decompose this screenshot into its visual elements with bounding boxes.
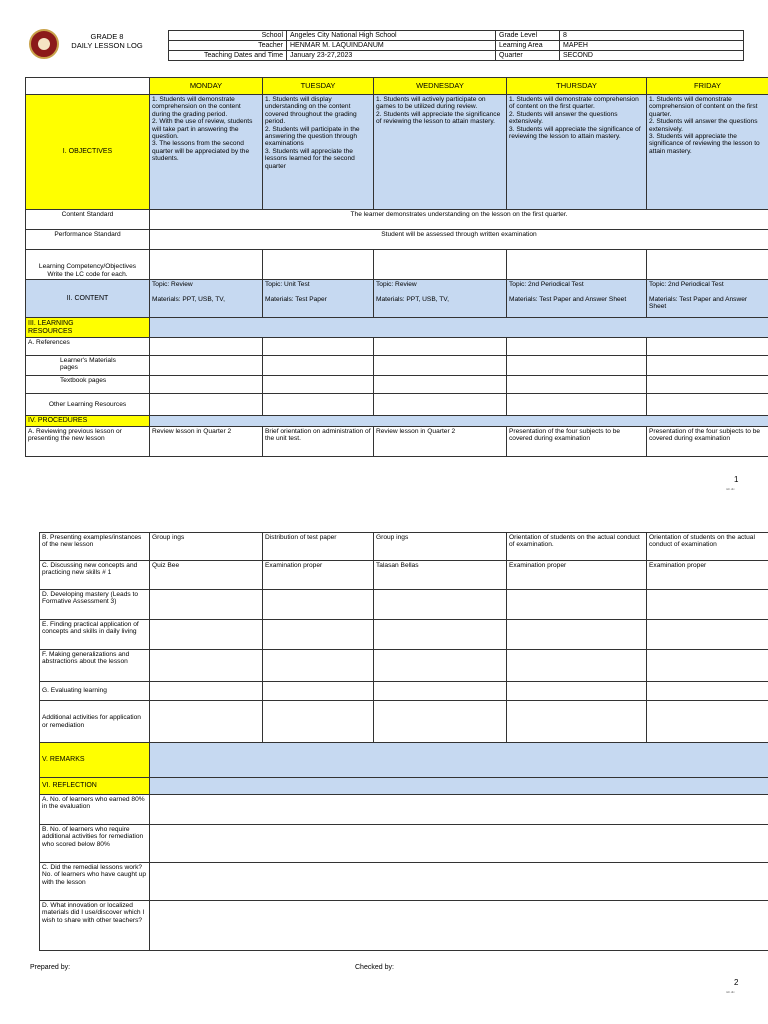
page-footer-1: tsh.div [726,487,735,491]
lm-pages-cell [263,356,374,376]
remarks-band [150,743,768,778]
other-resources-cell [374,394,507,416]
procedure-c-label: C. Discussing new concepts and practicing new skills # 1 [40,561,150,590]
other-resources-cell [647,394,768,416]
procedure-a-label: A. Reviewing previous lesson or presenting the new lesson [26,427,150,457]
day-header-tuesday: TUESDAY [263,78,374,95]
log-title: DAILY LESSON LOG [71,41,143,50]
quarter-label: Quarter [496,51,560,61]
reflection-a-label: A. No. of learners who earned 80% in the evaluation [40,795,150,825]
procedure-f-cell [263,650,374,682]
lm-pages-cell [507,356,647,376]
teacher-label: Teacher [169,41,287,51]
reflection-band [150,778,768,795]
competency-cell [647,250,768,280]
grade-title: GRADE 8 [90,32,124,41]
procedure-g-cell [150,682,263,701]
procedure-d-cell [507,590,647,620]
grade-level-value: 8 [560,31,744,41]
procedure-e-cell [263,620,374,650]
objectives-cell: 1. Students will demonstrate comprehension of content on the first quarter. 2. Students will answer the questions extensively. 3. Students will appreciate the significance of reviewing the lesson to attain mastery. [507,95,647,210]
references-cell [150,338,263,356]
reflection-b-cell [150,825,768,863]
content-cell: Topic: Review Materials: PPT, USB, TV, [374,280,507,318]
day-header-monday: MONDAY [150,78,263,95]
procedure-a-cell: Brief orientation on administration of the unit test. [263,427,374,457]
procedure-a-cell: Presentation of the four subjects to be covered during examination [507,427,647,457]
objectives-cell: 1. Students will display understanding on the content covered throughout the grading period. 2. Students will participate in the answering the question through examinations 3. Students will appreciate the lessons learned for the second quarter [263,95,374,210]
learning-area-label: Learning Area [496,41,560,51]
procedure-b-label: B. Presenting examples/instances of the new lesson [40,533,150,561]
competency-cell [374,250,507,280]
textbook-pages-cell [150,376,263,394]
reflection-c-cell [150,863,768,901]
lm-pages-cell [150,356,263,376]
procedure-f-label: F. Making generalizations and abstractions about the lesson [40,650,150,682]
procedure-c-cell: Examination proper [263,561,374,590]
competency-cell [263,250,374,280]
procedure-e-label: E. Finding practical application of concepts and skills in daily living [40,620,150,650]
procedure-g-cell [647,682,768,701]
procedure-a-cell: Review lesson in Quarter 2 [374,427,507,457]
procedure-g-cell [263,682,374,701]
other-resources-cell [263,394,374,416]
teacher-value: HENMAR M. LAQUINDANUM [287,41,496,51]
procedure-f-cell [374,650,507,682]
reflection-d-label: D. What innovation or localized materials did I use/discover which I wish to share with other teachers? [40,901,150,951]
other-resources-label: Other Learning Resources [26,394,150,416]
header-info-table [168,30,744,61]
lm-pages-cell [374,356,507,376]
reflection-b-label: B. No. of learners who require additional activities for remediation who scored below 80% [40,825,150,863]
lesson-log-table-page1 [25,77,768,457]
school-label: School [169,31,287,41]
dates-label: Teaching Dates and Time [169,51,287,61]
references-cell [647,338,768,356]
additional-activities-cell [263,701,374,743]
additional-activities-cell [507,701,647,743]
learning-resources-label: III. LEARNING RESOURCES [26,318,150,338]
content-cell: Topic: Review Materials: PPT, USB, TV, [150,280,263,318]
procedure-b-cell: Group ings [150,533,263,561]
day-header-wednesday: WEDNESDAY [374,78,507,95]
references-label: A. References [26,338,150,356]
learning-resources-band [150,318,768,338]
procedure-d-label: D. Developing mastery (Leads to Formative Assessment 3) [40,590,150,620]
procedure-d-cell [150,590,263,620]
procedure-g-cell [374,682,507,701]
performance-standard-value: Student will be assessed through written examination [150,230,768,250]
dates-value: January 23-27,2023 [287,51,496,61]
additional-activities-cell [374,701,507,743]
procedure-f-cell [647,650,768,682]
competency-label: Learning Competency/Objectives Write the LC code for each. [26,250,150,280]
procedure-d-cell [647,590,768,620]
page-footer-2: tsh.div [726,990,735,994]
procedures-label: IV. PROCEDURES [26,416,150,427]
procedure-a-cell: Presentation of the four subjects to be covered during examination [647,427,768,457]
learning-area-value: MAPEH [560,41,744,51]
procedure-c-cell: Examination proper [507,561,647,590]
reflection-d-cell [150,901,768,951]
procedure-e-cell [507,620,647,650]
competency-cell [150,250,263,280]
textbook-pages-cell [263,376,374,394]
day-header-friday: FRIDAY [647,78,768,95]
lesson-log-table-page2 [39,532,768,951]
reflection-label: VI. REFLECTION [40,778,150,795]
objectives-cell: 1. Students will demonstrate comprehension of content on the first quarter. 2. Students will answer the questions extensively. 3. Students will appreciate the significance of reviewing the lesson to attain mastery. [647,95,768,210]
procedure-e-cell [150,620,263,650]
lm-pages-cell [647,356,768,376]
procedure-e-cell [647,620,768,650]
objectives-cell: 1. Students will actively participate on games to be utilized during review. 2. Students will appreciate the significance of reviewing the lesson to attain mastery. [374,95,507,210]
objectives-cell: 1. Students will demonstrate comprehension on the content during the grading period. 2. With the use of review, students will take part in answering the question. 3. The lessons from the second quarter will be appreciated by the students. [150,95,263,210]
procedure-b-cell: Distribution of test paper [263,533,374,561]
procedure-a-cell: Review lesson in Quarter 2 [150,427,263,457]
content-cell: Topic: Unit Test Materials: Test Paper [263,280,374,318]
prepared-by-label: Prepared by: [30,964,71,971]
content-cell: Topic: 2nd Periodical Test Materials: Test Paper and Answer Sheet [507,280,647,318]
quarter-value: SECOND [560,51,744,61]
lm-pages-label: Learner's Materials pages [26,356,150,376]
textbook-pages-cell [374,376,507,394]
content-cell: Topic: 2nd Periodical Test Materials: Test Paper and Answer Sheet [647,280,768,318]
additional-activities-cell [150,701,263,743]
corner-cell [26,78,150,95]
performance-standard-label: Performance Standard [26,230,150,250]
procedure-d-cell [263,590,374,620]
grade-level-label: Grade Level [496,31,560,41]
content-label: II. CONTENT [26,280,150,318]
checked-by-label: Checked by: [355,964,394,971]
day-header-thursday: THURSDAY [507,78,647,95]
procedure-g-cell [507,682,647,701]
page-number-2: 2 [734,978,739,987]
references-cell [374,338,507,356]
procedure-c-cell: Talasan Bellas [374,561,507,590]
references-cell [507,338,647,356]
additional-activities-cell [647,701,768,743]
remarks-label: V. REMARKS [40,743,150,778]
procedure-b-cell: Group ings [374,533,507,561]
objectives-label: I. OBJECTIVES [26,95,150,210]
other-resources-cell [150,394,263,416]
reflection-c-label: C. Did the remedial lessons work? No. of learners who have caught up with the lesson [40,863,150,901]
procedure-c-cell: Quiz Bee [150,561,263,590]
content-standard-label: Content Standard [26,210,150,230]
competency-cell [507,250,647,280]
procedure-d-cell [374,590,507,620]
procedure-f-cell [507,650,647,682]
procedures-band [150,416,768,427]
content-standard-value: The learner demonstrates understanding on the lesson on the first quarter. [150,210,768,230]
additional-activities-label: Additional activities for application or remediation [40,701,150,743]
procedure-e-cell [374,620,507,650]
references-cell [263,338,374,356]
other-resources-cell [507,394,647,416]
school-seal [29,29,59,59]
procedure-c-cell: Examination proper [647,561,768,590]
procedure-b-cell: Orientation of students on the actual conduct of examination. [507,533,647,561]
textbook-pages-label: Textbook pages [26,376,150,394]
procedure-b-cell: Orientation of students on the actual conduct of examination [647,533,768,561]
page-number-1: 1 [734,475,739,484]
procedure-g-label: G. Evaluating learning [40,682,150,701]
textbook-pages-cell [647,376,768,394]
school-value: Angeles City National High School [287,31,496,41]
reflection-a-cell [150,795,768,825]
procedure-f-cell [150,650,263,682]
textbook-pages-cell [507,376,647,394]
